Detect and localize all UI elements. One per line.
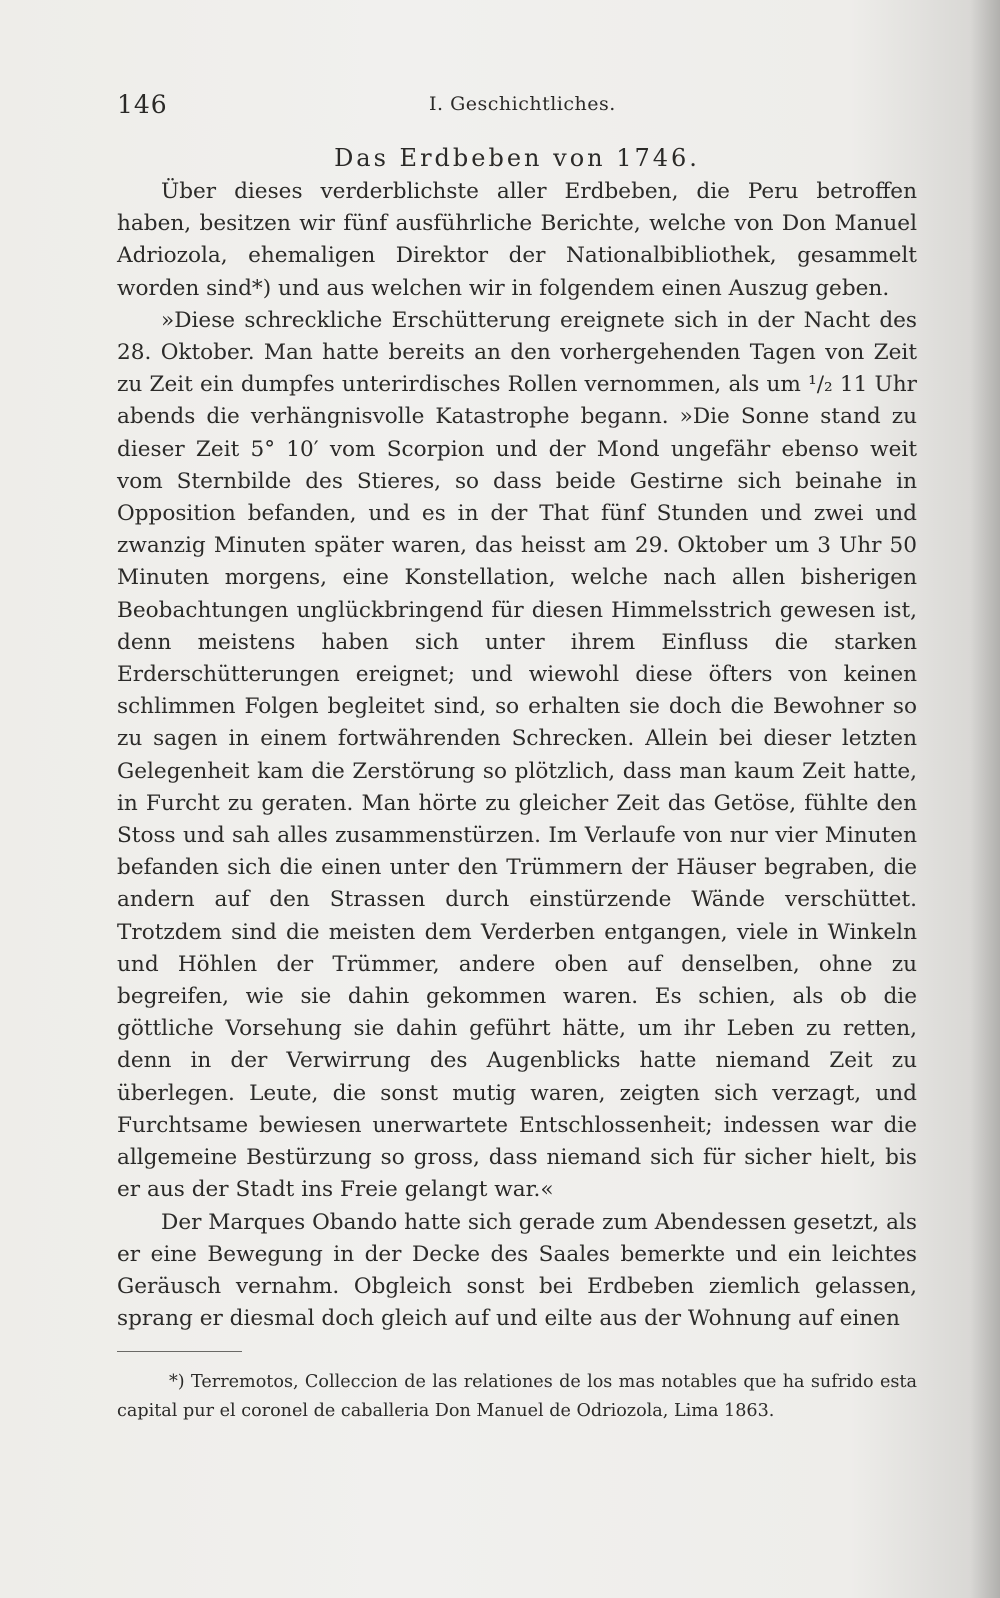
footnote: [117, 1368, 917, 1426]
page-edge-shadow: [970, 0, 1000, 1598]
paragraph-intro: Über dieses verderblichste aller Erdbeben, die Peru betroffen haben, besitzen wir fünf ausführliche Berichte, welche von Don Manuel Adriozola, ehemaligen Direktor der Nationalbibliothek, gesammelt worden sind*) und aus welchen wir in folgendem einen Auszug geben.: [117, 179, 917, 301]
chapter-title: Das Erdbeben von 1746.: [334, 144, 700, 172]
footnote-divider: [117, 1351, 242, 1352]
paragraph-obando: Der Marques Obando hatte sich gerade zum Abendessen gesetzt, als er eine Bewegung in der Decke des Saales bemerkte und ein leichtes Geräusch vernahm. Obgleich sonst bei Erdbeben ziemlich gelassen, sprang er diesmal doch gleich auf und eilte aus der Wohnung auf einen: [117, 1209, 917, 1332]
body-text: [117, 176, 917, 1335]
footnote-text: *) Terremotos, Colleccion de las relationes de los mas notables que ha sufrido esta capital pur el coronel de caballeria Don Manuel de Odriozola, Lima 1863.: [117, 1372, 917, 1421]
page-number: 146: [117, 90, 168, 119]
running-head: I. Geschichtliches.: [429, 93, 616, 115]
paragraph-quote: »Diese schreckliche Erschütterung ereignete sich in der Nacht des 28. Oktober. Man hatte bereits an den vorhergehenden Tagen von Zeit zu Zeit ein dumpfes unterirdisches Rollen vernommen, als um ¹/₂ 11 Uhr abends die verhängnisvolle Katastrophe begann. »Die Sonne stand zu dieser Zeit 5° 10′ vom Scorpion und der Mond ungefähr ebenso weit vom Sternbilde des Stieres, so dass beide Gestirne sich beinahe in Opposition befanden, und es in der That fünf Stunden und zwei und zwanzig Minuten später waren, das heisst am 29. Oktober um 3 Uhr 50 Minuten morgens, eine Konstellation, welche nach allen bisherigen Beobachtungen unglückbringend für diesen Himmelsstrich gewesen ist, denn meistens haben sich unter ihrem Einfluss die starken Erderschütterungen ereignet; und wiewohl diese öfters von keinen schlimmen Folgen begleitet sind, so erhalten sie doch die Bewohner so zu sagen in einem fortwährenden Schrecken. Allein bei dieser letzten Gelegenheit kam die Zerstörung so plötzlich, dass man kaum Zeit hatte, in Furcht zu geraten. Man hörte zu gleicher Zeit das Getöse, fühlte den Stoss und sah alles zusammenstürzen. Im Verlaufe von nur vier Minuten befanden sich die einen unter den Trümmern der Häuser begraben, die andern auf den Strassen durch einstürzende Wände verschüttet. Trotzdem sind die meisten dem Verderben entgangen, viele in Winkeln und Höhlen der Trümmer, andere oben auf denselben, ohne zu begreifen, wie sie dahin gekommen waren. Es schien, als ob die göttliche Vorsehung sie dahin geführt hätte, um ihr Leben zu retten, denn in der Verwirrung des Augenblicks hatte niemand Zeit zu überlegen. Leute, die sonst mutig waren, zeigten sich verzagt, und Furchtsame bewiesen unerwartete Entschlossenheit; indessen war die allgemeine Bestürzung so gross, dass niemand sich für sicher hielt, bis er aus der Stadt ins Freie gelangt war.«: [117, 307, 917, 1203]
page-header: [117, 90, 917, 124]
